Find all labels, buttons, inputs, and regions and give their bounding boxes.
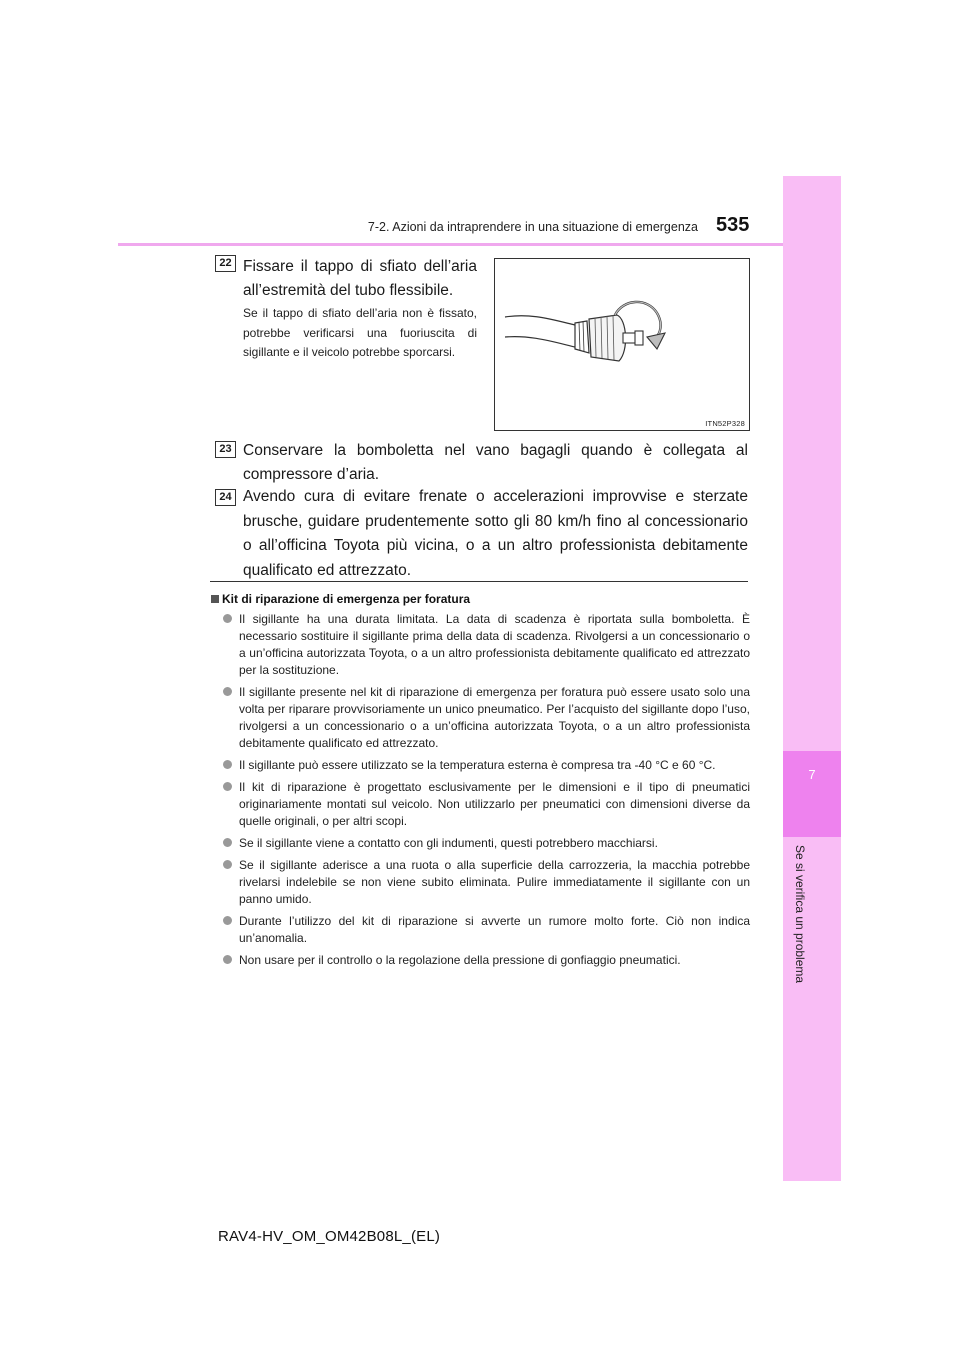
bullet-icon (223, 860, 232, 869)
step-24-text: Avendo cura di evitare frenate o accelerazioni improvvise e sterzate brusche, guidare prudentemente sotto gli 80 km/h fino al concessionario o all’officina Toyota più vicina, o a un altro professionista debitamente qualificato ed attrezzato. (243, 488, 748, 579)
bullet-icon (223, 760, 232, 769)
chapter-tab-active[interactable] (783, 751, 841, 837)
notes-title-text: Kit di riparazione di emergenza per foratura (222, 592, 471, 606)
chapter-number: 7 (808, 767, 816, 782)
step-number-24: 24 (215, 489, 236, 506)
hose-cap-rotate-icon (495, 259, 749, 430)
section-title: 7-2. Azioni da intraprendere in una situazione di emergenza (367, 220, 698, 234)
note-text: Durante l’utilizzo del kit di riparazione si avverte un rumore molto forte. Ciò non indica un’anomalia. (239, 914, 750, 945)
list-item (223, 913, 750, 947)
bullet-icon (223, 614, 232, 623)
figure-code: ITN52P328 (705, 419, 745, 428)
bullet-icon (223, 687, 232, 696)
list-item (223, 857, 750, 908)
square-bullet-icon (211, 595, 219, 603)
bullet-icon (223, 782, 232, 791)
note-text: Se il sigillante viene a contatto con gli indumenti, questi potrebbero macchiarsi. (239, 836, 658, 850)
list-item (223, 835, 750, 852)
list-item (223, 779, 750, 830)
note-text: Il sigillante presente nel kit di riparazione di emergenza per foratura può essere usato solo una volta per riparare provvisoriamente un unico pneumatico. Per l’acquisto del sigillante dopo l’uso, rivolgersi a un concessionario o a un’officina autorizzata Toyota, o a un altro professionista debitamente qualificato ed attrezzato. (239, 685, 750, 750)
list-item (223, 757, 750, 774)
step-number-22: 22 (215, 255, 236, 272)
step-23-text: Conservare la bomboletta nel vano bagagli quando è collegata al compressore d’aria. (243, 442, 748, 483)
note-text: Se il sigillante aderisce a una ruota o alla superficie della carrozzeria, la macchia potrebbe rivelarsi indelebile se non viene subito eliminata. Pulire immediatamente il sigillante con un panno umido. (239, 858, 750, 906)
step-22-subtext: Se il tappo di sfiato dell’aria non è fissato, potrebbe verificarsi una fuoriuscita di sigillante e il veicolo potrebbe sporcarsi. (243, 306, 477, 359)
bullet-icon (223, 955, 232, 964)
notes-divider (210, 581, 748, 582)
illustration-figure (494, 258, 750, 431)
notes-title (211, 592, 470, 606)
chapter-title: Se si verifica un problema (793, 845, 807, 984)
note-text: Non usare per il controllo o la regolazione della pressione di gonfiaggio pneumatici. (239, 953, 681, 967)
list-item (223, 684, 750, 752)
bullet-icon (223, 916, 232, 925)
notes-list (223, 611, 750, 974)
page-number: 535 (716, 214, 750, 236)
bullet-icon (223, 838, 232, 847)
document-code: RAV4-HV_OM_OM42B08L_(EL) (218, 1228, 441, 1245)
list-item (223, 611, 750, 679)
note-text: Il sigillante può essere utilizzato se la temperatura esterna è compresa tra -40 °C e 60 °C. (239, 758, 716, 772)
note-text: Il kit di riparazione è progettato esclusivamente per le dimensioni e il tipo di pneumatici originariamente montati sul veicolo. Non utilizzarlo per pneumatici con dimensioni diverse da quelle originali, o per altri scopi. (239, 780, 750, 828)
header-divider (118, 243, 783, 246)
list-item (223, 952, 750, 969)
chapter-side-tab (783, 176, 841, 1181)
step-22-text: Fissare il tappo di sfiato dell’aria all’estremità del tubo flessibile. (243, 258, 477, 299)
note-text: Il sigillante ha una durata limitata. La data di scadenza è riportata sulla bomboletta. È necessario sostituire il sigillante prima della data di scadenza. Rivolgersi a un concessionario o a un’officina autorizzata Toyota, o a un altro professionista debitamente qualificato ed attrezzato per la sostituzione. (239, 612, 750, 677)
step-number-23: 23 (215, 441, 236, 458)
